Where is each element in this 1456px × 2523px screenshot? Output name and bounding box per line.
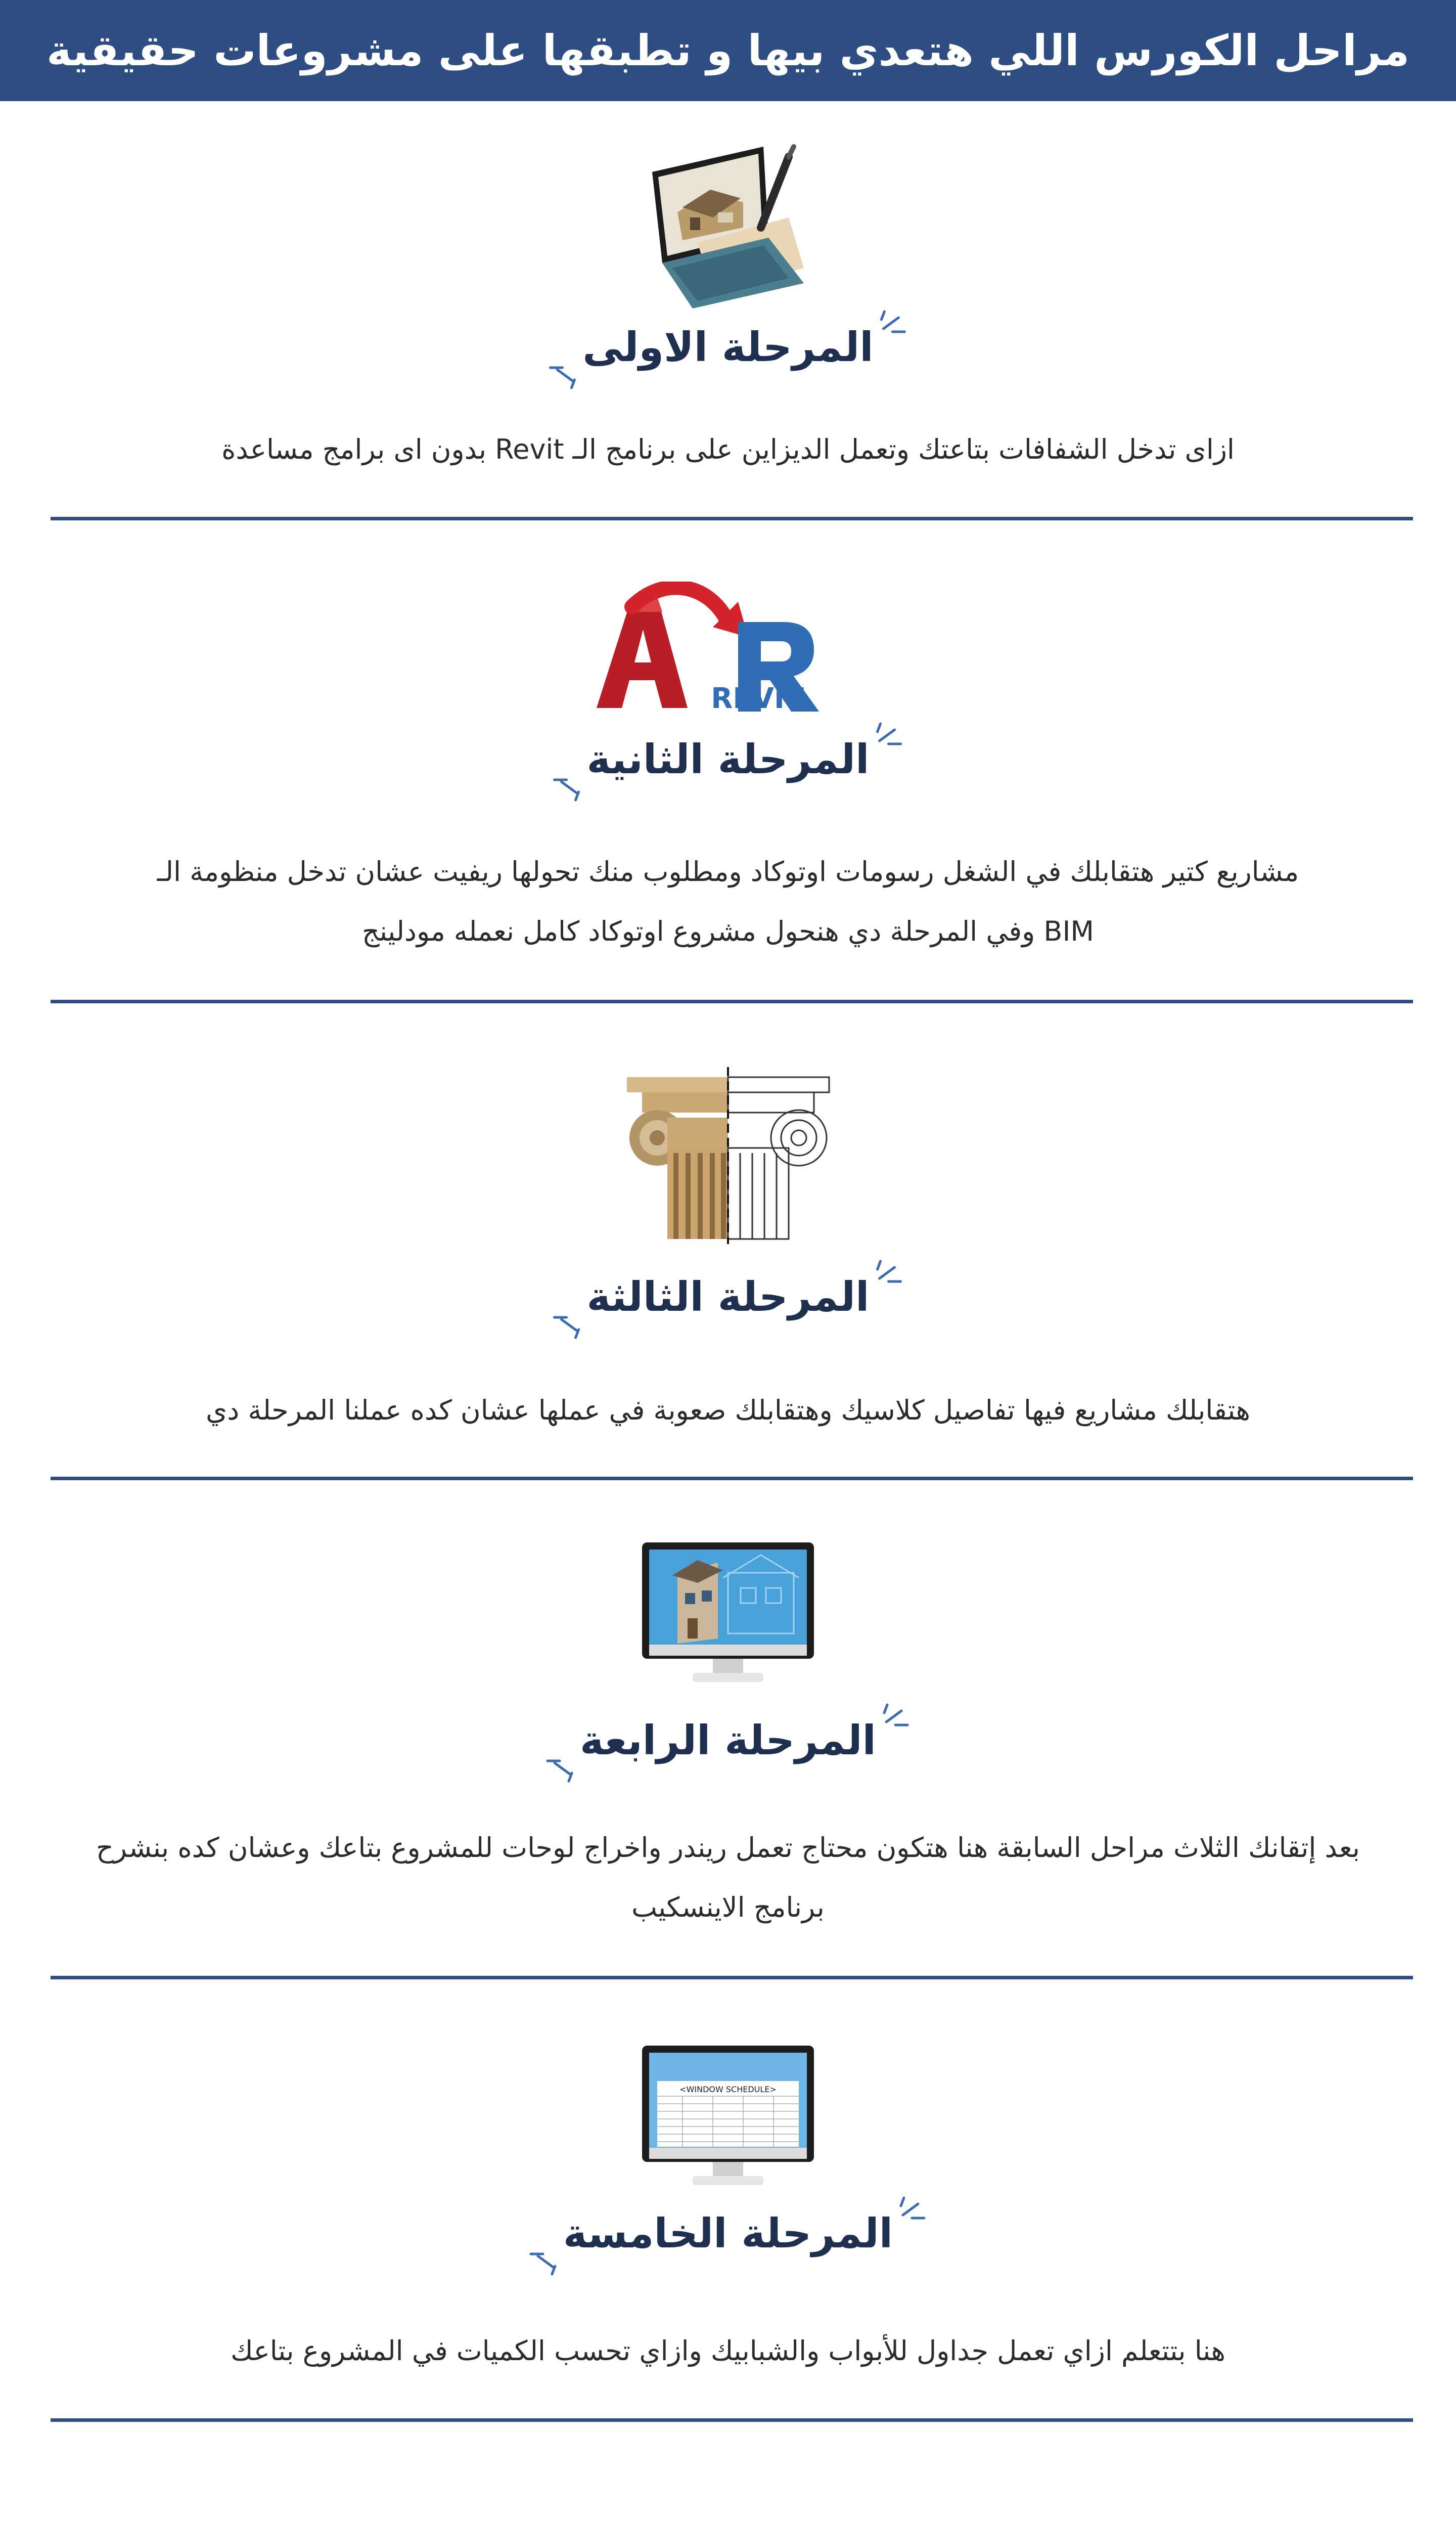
schedule-heading-text: <WINDOW SCHEDULE>: [679, 2085, 777, 2094]
section-divider: [51, 1000, 1413, 1003]
classic-column-icon: [622, 1067, 834, 1244]
autocad-to-revit-icon: [586, 582, 870, 713]
stage-1-title-wrap: [552, 324, 903, 371]
stage-title: المرحلة الخامسة: [563, 2210, 893, 2257]
stage-title: المرحلة الثانية: [586, 736, 870, 783]
stage-5-title-wrap: [533, 2210, 923, 2257]
stage-description: بعد إتقانك الثلاث مراحل السابقة هنا هتكون محتاج تعمل ريندر واخراج لوحات للمشروع بتاعك وعشان كده بنشرح برنامج الاينسكيب: [96, 1832, 1360, 1923]
stage-description: هنا بتتعلم ازاي تعمل جداول للأبواب والشبابيك وازاي تحسب الكميات في المشروع بتاعك: [231, 2335, 1225, 2367]
section-divider: [51, 2418, 1413, 2422]
sparkle-icon: [874, 1258, 904, 1289]
stage-4-title-wrap: [550, 1717, 906, 1764]
sparkle-icon: [552, 773, 582, 803]
sparkle-icon: [528, 2247, 558, 2277]
revit-logo-text: REVIT: [711, 682, 804, 713]
section-divider: [51, 1477, 1413, 1480]
stage-title: المرحلة الاولى: [582, 324, 874, 371]
sparkle-icon: [552, 1310, 582, 1341]
sparkle-icon: [547, 361, 577, 391]
page-header: [0, 0, 1456, 101]
stage-title: المرحلة الثالثة: [586, 1273, 870, 1320]
laptop-sketch-icon: [642, 142, 814, 314]
stage-description: مشاريع كتير هتقابلك في الشغل رسومات اوتوكاد ومطلوب منك تحولها ريفيت عشان تدخل منظومة الـ BIM وفي المرحلة دي هنحول مشروع اوتوكاد كامل نعمله مودلينج: [157, 856, 1299, 947]
section-divider: [51, 517, 1413, 520]
page-title: مراحل الكورس اللي هتعدي بيها و تطبقها على مشروعات حقيقية: [47, 26, 1409, 75]
stage-2-title-wrap: [557, 736, 900, 783]
sparkle-icon: [544, 1754, 575, 1784]
sparkle-icon: [879, 308, 909, 339]
monitor-house-icon: [642, 1542, 814, 1689]
section-divider: [51, 1976, 1413, 1979]
sparkle-icon: [874, 721, 904, 751]
stage-description: هتقابلك مشاريع فيها تفاصيل كلاسيك وهتقابلك صعوبة في عملها عشان كده عملنا المرحلة دي: [206, 1394, 1250, 1426]
sparkle-icon: [898, 2195, 928, 2225]
stage-3-title-wrap: [557, 1273, 900, 1320]
monitor-schedule-icon: [642, 2046, 814, 2192]
stage-description: ازاى تدخل الشفافات بتاعتك وتعمل الديزاين على برنامج الـ Revit بدون اى برامج مساعدة: [221, 433, 1235, 465]
sparkle-icon: [881, 1702, 912, 1732]
stage-title: المرحلة الرابعة: [580, 1717, 876, 1764]
